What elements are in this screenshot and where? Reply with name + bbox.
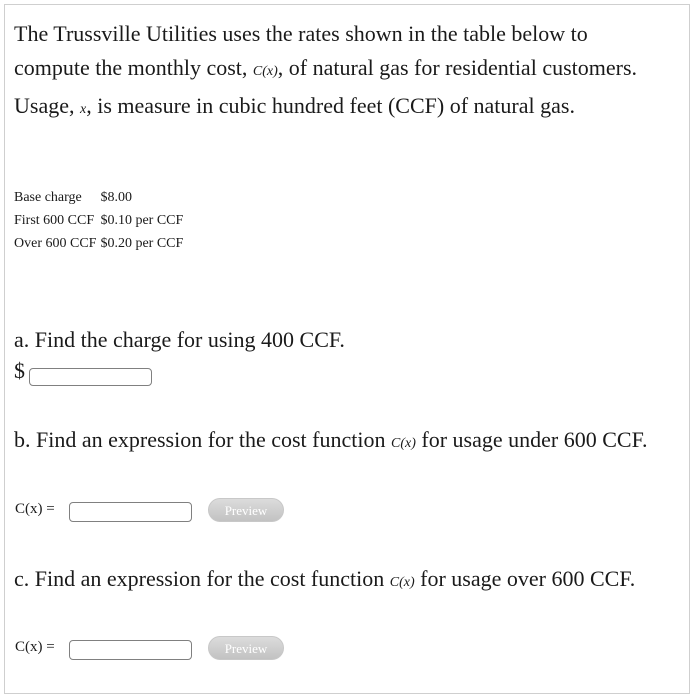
answer-a-input[interactable] — [29, 368, 152, 386]
question-b-text — [14, 423, 664, 460]
intro-text-2: , of natural gas for residential customers. Usage, — [14, 55, 638, 118]
intro-text-1: The Trussville Utilities uses the rates shown in the table below to compute the monthly cost, — [14, 21, 588, 80]
problem-intro — [14, 17, 664, 127]
dollar-prefix: $ — [14, 358, 25, 383]
question-c-text-1: c. Find an expression for the cost function — [14, 566, 390, 591]
rate-label: First 600 CCF — [14, 213, 95, 228]
answer-c-label: C(x) = — [15, 639, 55, 655]
rates-table — [14, 186, 183, 255]
question-b-text-1: b. Find an expression for the cost function — [14, 427, 391, 452]
usage-variable-symbol: x — [79, 102, 87, 117]
rate-row — [14, 209, 183, 232]
rate-value: $0.10 per CCF — [100, 213, 184, 228]
cost-function-symbol: C(x) — [252, 64, 278, 79]
answer-b-label: C(x) = — [15, 501, 55, 517]
answer-c-input[interactable] — [69, 640, 192, 660]
rate-value: $8.00 — [100, 190, 132, 205]
cost-function-symbol: C(x) — [389, 575, 415, 590]
preview-b-button[interactable]: Preview — [208, 498, 284, 522]
rate-label: Base charge — [14, 190, 82, 205]
question-b-text-2: for usage under 600 CCF. — [415, 427, 648, 452]
answer-b-input[interactable] — [69, 502, 192, 522]
rate-label: Over 600 CCF — [14, 236, 97, 251]
rate-row — [14, 232, 183, 255]
intro-text-3: , is measure in cubic hundred feet (CCF) of natural gas. — [86, 93, 575, 118]
question-a-text: a. Find the charge for using 400 CCF. — [14, 327, 345, 352]
preview-c-button[interactable]: Preview — [208, 636, 284, 660]
question-c-text — [14, 562, 664, 599]
cost-function-symbol: C(x) — [391, 436, 416, 451]
rate-row — [14, 186, 183, 209]
question-c-text-2: for usage over 600 CCF. — [414, 566, 636, 591]
rate-value: $0.20 per CCF — [100, 236, 184, 251]
